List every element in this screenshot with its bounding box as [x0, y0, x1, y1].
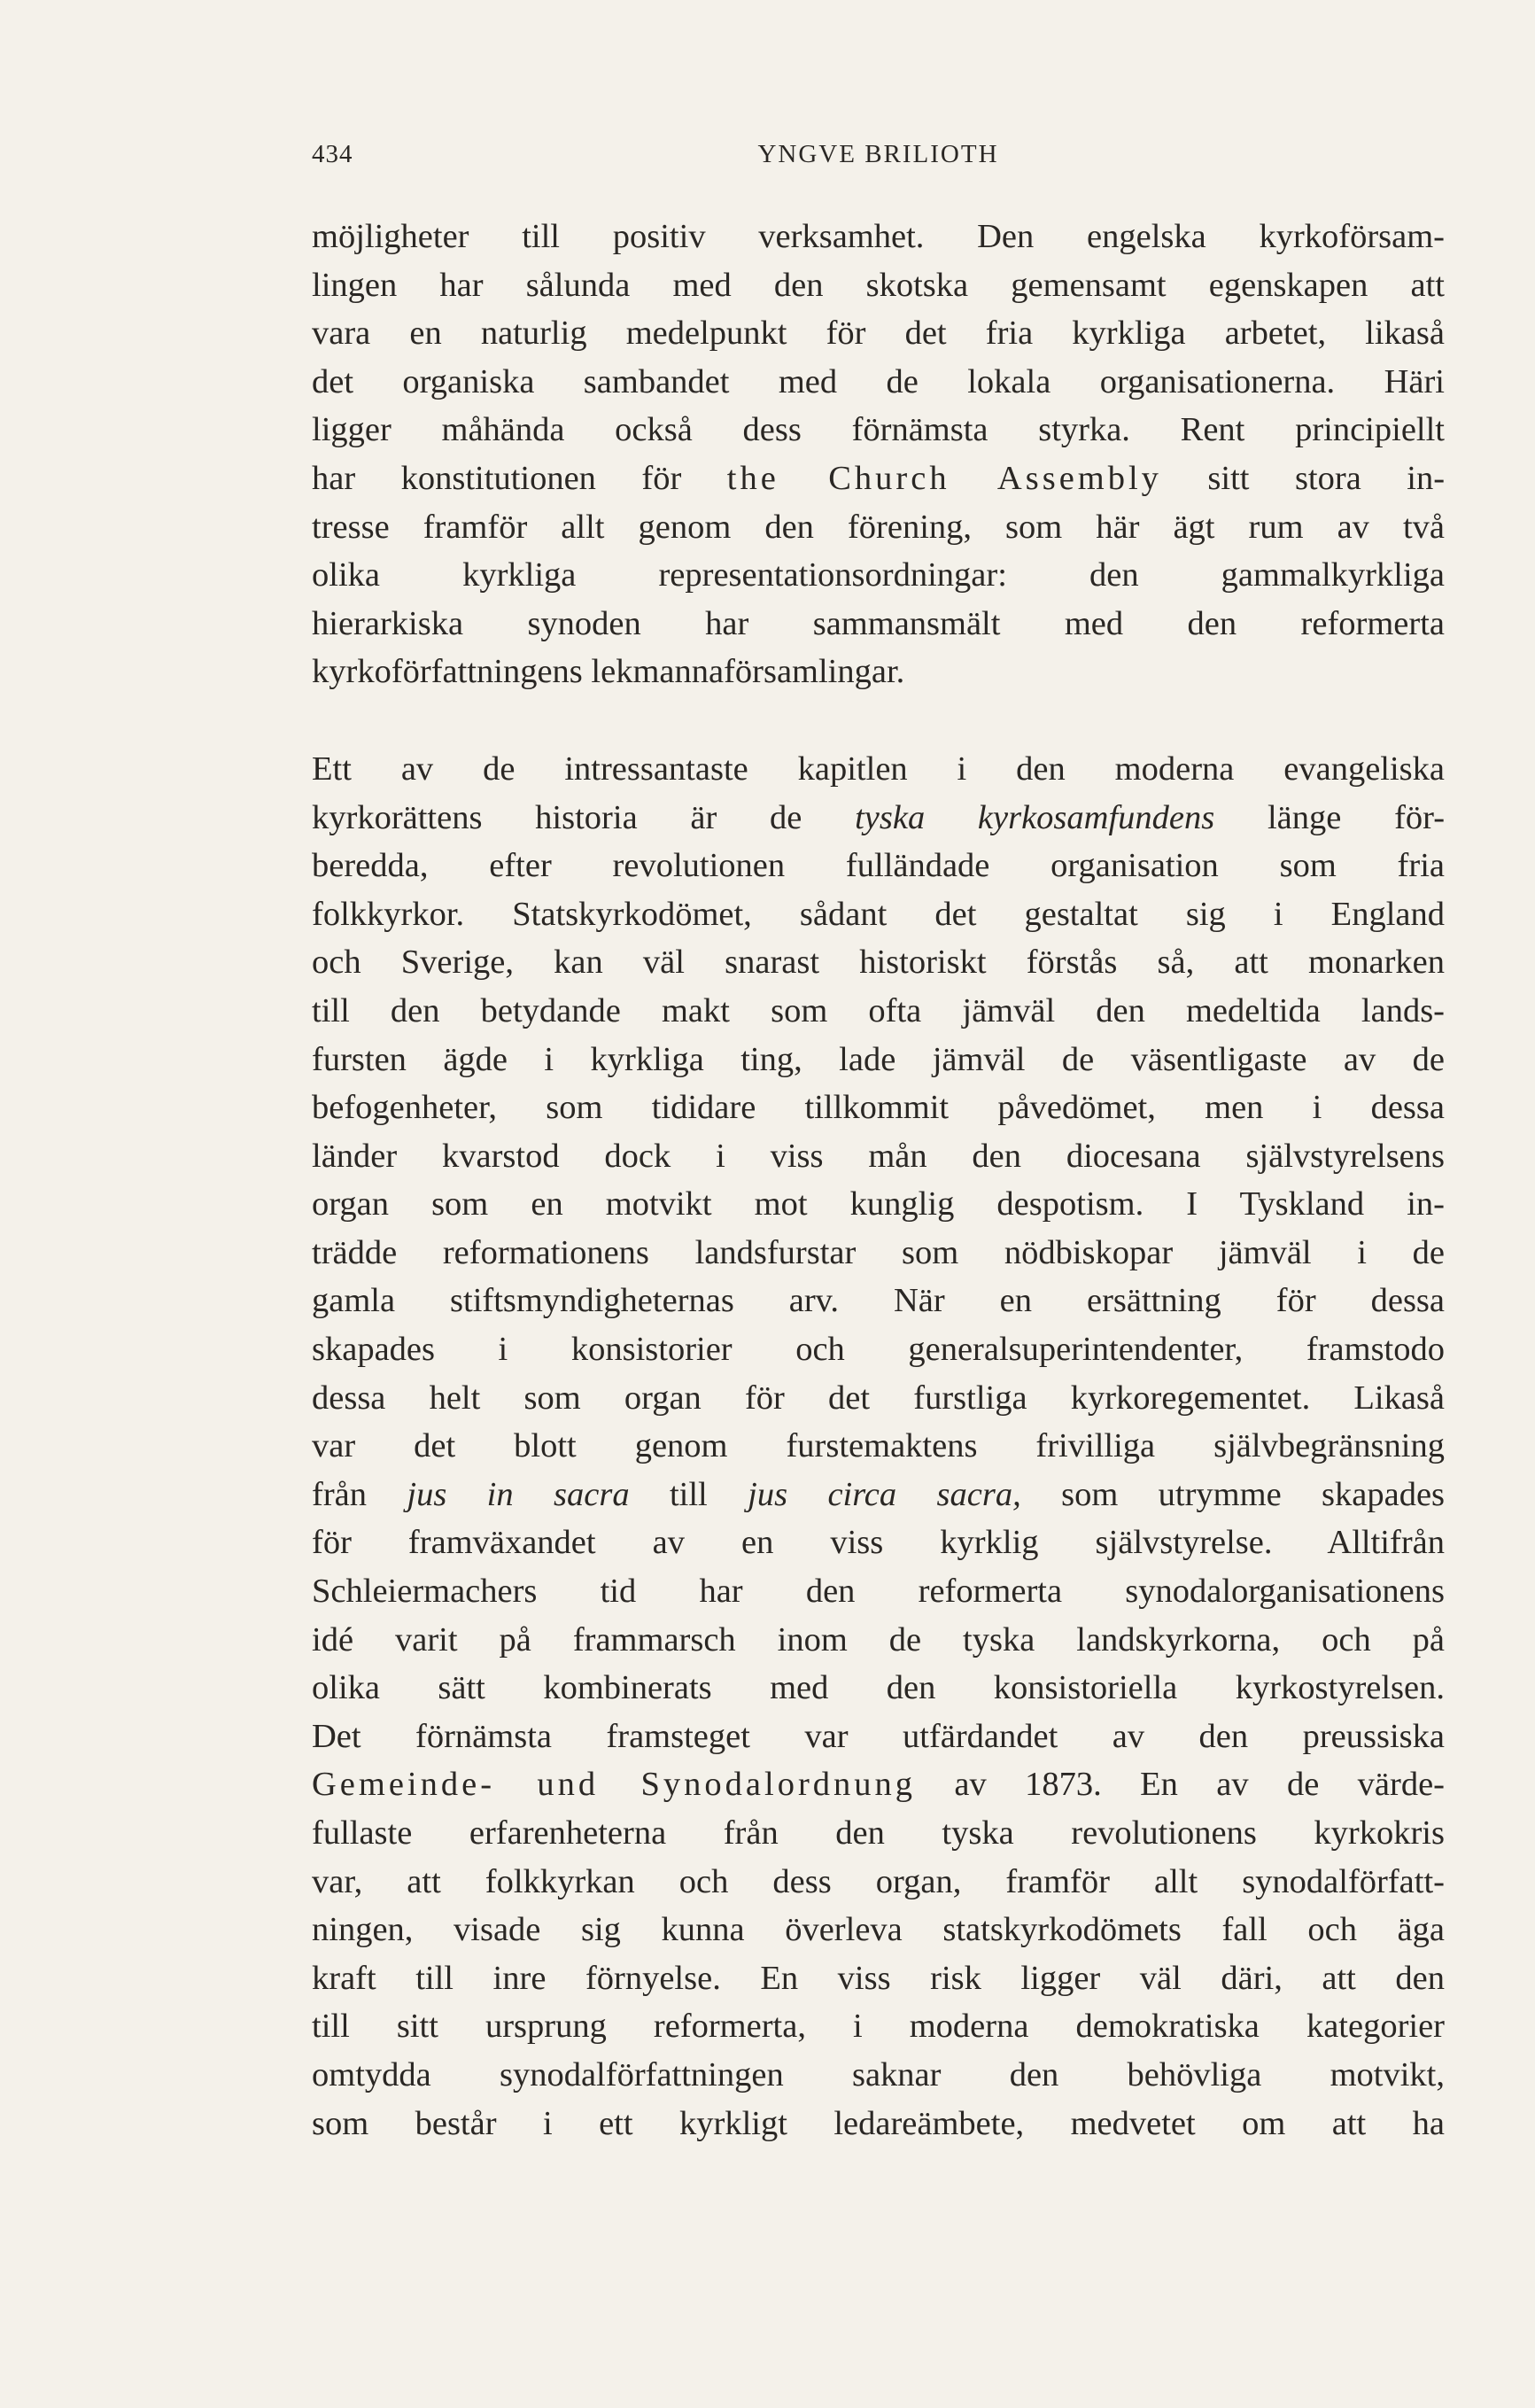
text-line: och Sverige, kan väl snarast historiskt förstås så, att monarken — [312, 944, 1445, 982]
text-line: kyrkoförfattningens lekmannaförsamlingar. — [312, 653, 905, 691]
text-line: tresse framför allt genom den förening, som här ägt rum av två — [312, 508, 1445, 546]
emphasized-term: the Church Assembly — [726, 459, 1162, 497]
text-line — [312, 1471, 1445, 1519]
text-line: kraft till inre förnyelse. En viss risk ligger väl däri, att den — [312, 1959, 1445, 1997]
text-line: för framväxandet av en viss kyrklig självstyrelse. Alltifrån — [312, 1524, 1445, 1562]
text-line: var, att folkkyrkan och dess organ, framför allt synodalförfatt- — [312, 1862, 1445, 1900]
text-line — [312, 794, 1445, 843]
text-line: var det blott genom furstemaktens frivilliga självbegränsning — [312, 1427, 1445, 1465]
italic-term: jus circa sacra, — [748, 1475, 1021, 1513]
text-line — [312, 1760, 1445, 1809]
running-head — [312, 140, 1445, 175]
text-line: Ett av de intressantaste kapitlen i den moderna evangeliska — [312, 750, 1445, 788]
text-segment: till — [669, 1475, 708, 1513]
text-line: till sitt ursprung reformerta, i moderna demokratiska kategorier — [312, 2008, 1445, 2046]
page-number: 434 — [312, 140, 353, 168]
text-line: olika kyrkliga representationsordningar: den gammalkyrkliga — [312, 556, 1445, 594]
text-line: olika sätt kombinerats med den konsistoriella kyrkostyrelsen. — [312, 1669, 1445, 1707]
text-line: fullaste erfarenheterna från den tyska revolutionens kyrkokris — [312, 1814, 1445, 1852]
running-title: YNGVE BRILIOTH — [757, 140, 999, 168]
text-segment: länge för- — [1267, 798, 1446, 836]
text-line: ningen, visade sig kunna överleva statskyrkodömets fall och äga — [312, 1911, 1445, 1949]
text-line: fursten ägde i kyrkliga ting, lade jämväl de väsentligaste av de — [312, 1040, 1445, 1078]
text-line: folkkyrkor. Statskyrkodömet, sådant det gestaltat sig i England — [312, 895, 1445, 933]
text-segment: kyrkorättens historia är de — [312, 798, 802, 836]
emphasized-term: Gemeinde- und Synodalordnung — [312, 1766, 917, 1804]
body-text — [312, 213, 1445, 2148]
text-line: idé varit på frammarsch inom de tyska landskyrkorna, och på — [312, 1620, 1445, 1658]
text-segment: sitt stora in- — [1207, 459, 1446, 497]
text-line: trädde reformationens landsfurstar som nödbiskopar jämväl i de — [312, 1233, 1445, 1271]
text-segment: som utrymme skapades — [1061, 1475, 1446, 1513]
text-line: Det förnämsta framsteget var utfärdandet av den preussiska — [312, 1717, 1445, 1755]
text-line: Schleiermachers tid har den reformerta synodalorganisationens — [312, 1573, 1445, 1611]
text-line: lingen har sålunda med den skotska gemensamt egenskapen att — [312, 266, 1445, 304]
text-line: till den betydande makt som ofta jämväl den medeltida lands- — [312, 991, 1445, 1029]
paragraph-2 — [312, 745, 1445, 2148]
text-line: möjligheter till positiv verksamhet. Den engelska kyrkoförsam- — [312, 218, 1445, 255]
text-line: hierarkiska synoden har sammansmält med den reformerta — [312, 604, 1445, 642]
text-line: som består i ett kyrkligt ledareämbete, medvetet om att ha — [312, 2104, 1445, 2142]
text-segment: från — [312, 1475, 367, 1513]
text-line: länder kvarstod dock i viss mån den diocesana självstyrelsens — [312, 1137, 1445, 1175]
italic-term: jus in sacra — [407, 1475, 630, 1513]
paragraph-1 — [312, 213, 1445, 696]
text-line: dessa helt som organ för det furstliga kyrkoregementet. Likaså — [312, 1379, 1445, 1417]
text-line: befogenheter, som tididare tillkommit påvedömet, men i dessa — [312, 1089, 1445, 1127]
text-line: omtydda synodalförfattningen saknar den behövliga motvikt, — [312, 2055, 1445, 2093]
italic-term: tyska kyrkosamfundens — [855, 798, 1215, 836]
text-line: det organiska sambandet med de lokala organisationerna. Häri — [312, 362, 1445, 400]
text-line: organ som en motvikt mot kunglig despotism. I Tyskland in- — [312, 1185, 1445, 1223]
text-line: beredda, efter revolutionen fulländade organisation som fria — [312, 847, 1445, 885]
text-line: ligger måhända också dess förnämsta styrka. Rent principiellt — [312, 411, 1445, 449]
text-line: skapades i konsistorier och generalsuperintendenter, framstodo — [312, 1331, 1445, 1369]
text-segment: av 1873. En av de värde- — [954, 1766, 1445, 1804]
text-line: vara en naturlig medelpunkt för det fria kyrkliga arbetet, likaså — [312, 315, 1445, 353]
paragraph-gap — [312, 696, 1445, 745]
text-line — [312, 454, 1445, 503]
text-segment: har konstitutionen för — [312, 459, 682, 497]
text-line: gamla stiftsmyndigheternas arv. När en ersättning för dessa — [312, 1282, 1445, 1320]
